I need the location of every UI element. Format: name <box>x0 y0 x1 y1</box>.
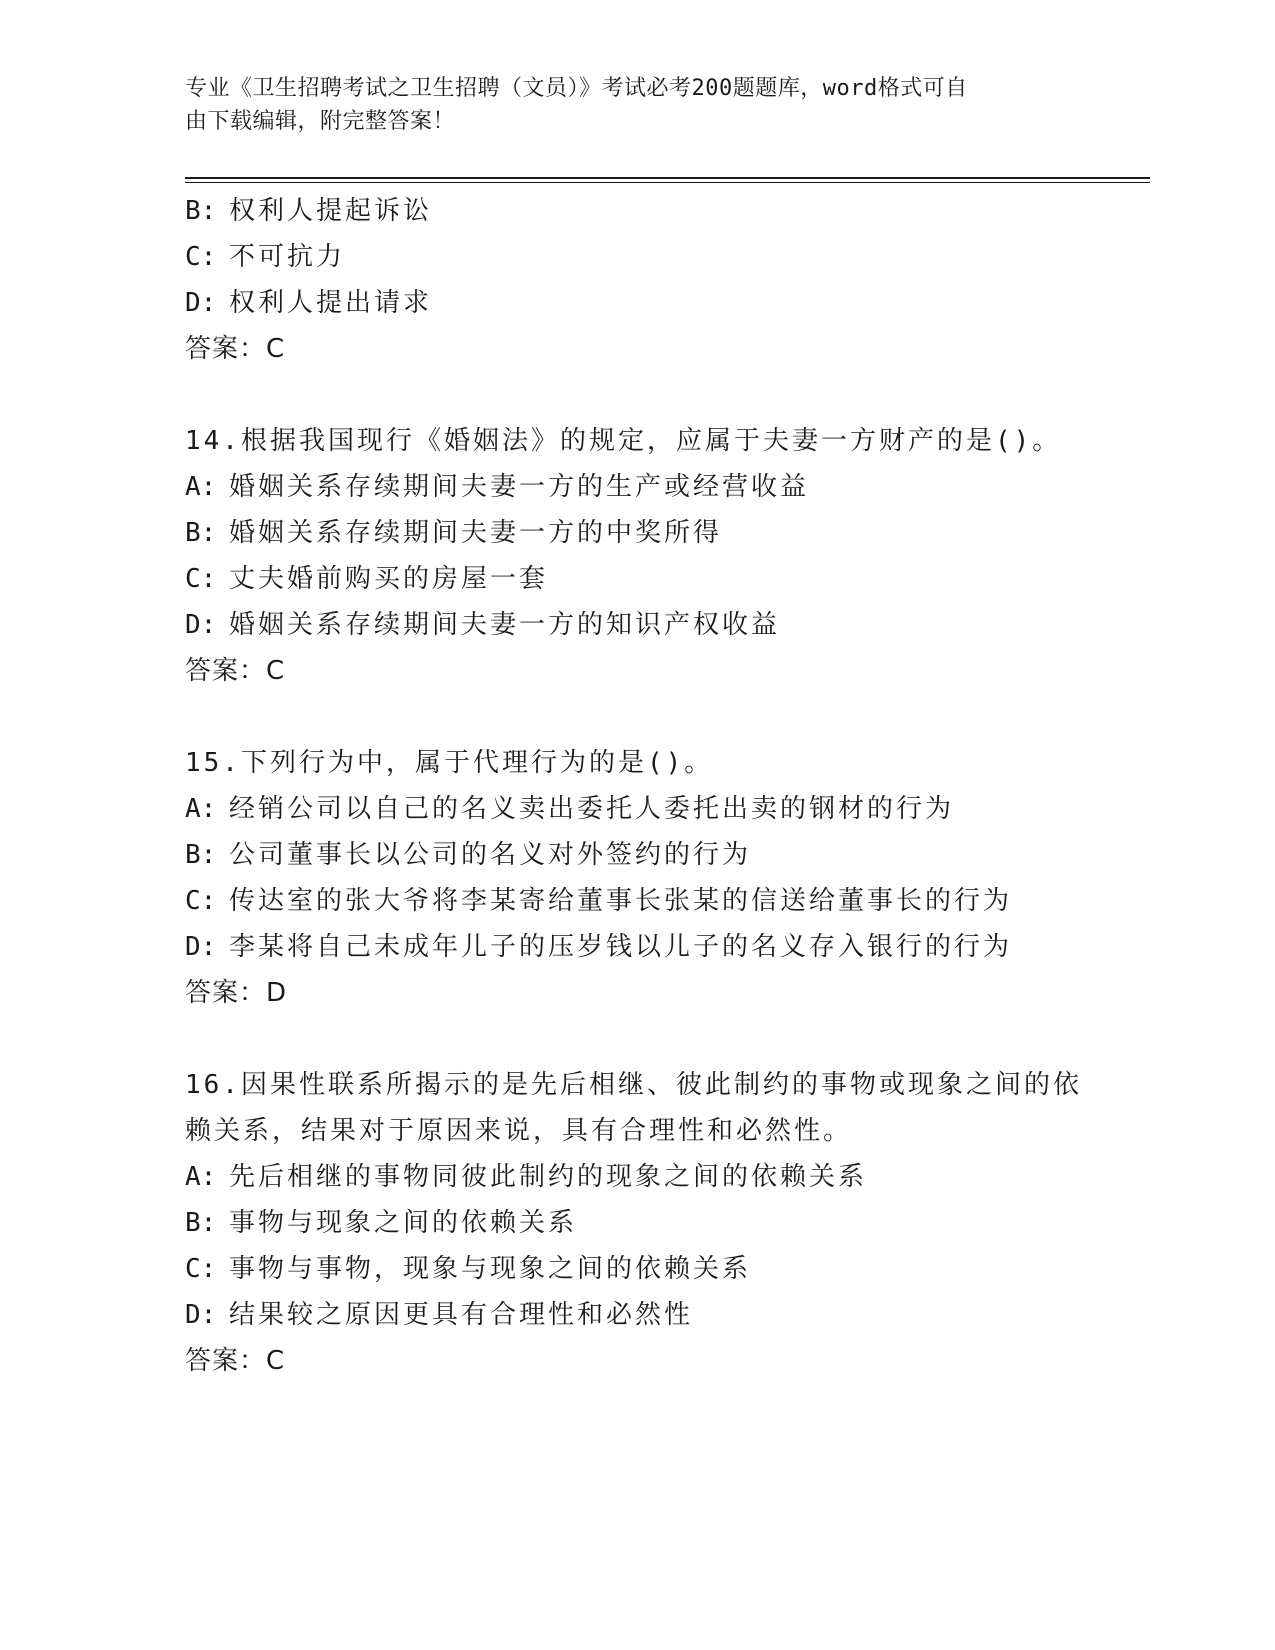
spacer <box>185 372 1085 418</box>
option-d: D: 李某将自己未成年儿子的压岁钱以儿子的名义存入银行的行为 <box>185 932 1013 962</box>
question-stem: 14.根据我国现行《婚姻法》的规定，应属于夫妻一方财产的是()。 <box>185 426 1062 456</box>
question-15 <box>185 740 1085 1016</box>
option-b: B: 事物与现象之间的依赖关系 <box>185 1208 578 1238</box>
option-a: A: 婚姻关系存续期间夫妻一方的生产或经营收益 <box>185 472 810 502</box>
header-divider-thin <box>185 182 1150 183</box>
header-line-1: 专业《卫生招聘考试之卫生招聘（文员）》考试必考200题题库，word格式可自 <box>185 76 968 101</box>
option-b: B: 权利人提起诉讼 <box>185 196 433 226</box>
answer: 答案：C <box>185 334 286 364</box>
option-c: C: 传达室的张大爷将李某寄给董事长张某的信送给董事长的行为 <box>185 886 1013 916</box>
spacer <box>185 1016 1085 1062</box>
option-c: C: 事物与事物，现象与现象之间的依赖关系 <box>185 1254 752 1284</box>
option-b: B: 婚姻关系存续期间夫妻一方的中奖所得 <box>185 518 723 548</box>
option-d: D: 权利人提出请求 <box>185 288 433 318</box>
header-line-2: 由下载编辑，附完整答案！ <box>185 109 456 134</box>
answer: 答案：C <box>185 1346 286 1376</box>
question-stem-line-1: 16.因果性联系所揭示的是先后相继、彼此制约的事物或现象之间的依 <box>185 1070 1082 1100</box>
question-13 <box>185 188 1085 372</box>
option-c: C: 不可抗力 <box>185 242 346 272</box>
option-a: A: 经销公司以自己的名义卖出委托人委托出卖的钢材的行为 <box>185 794 955 824</box>
header-divider-thick <box>185 177 1150 179</box>
option-a: A: 先后相继的事物同彼此制约的现象之间的依赖关系 <box>185 1162 868 1192</box>
option-b: B: 公司董事长以公司的名义对外签约的行为 <box>185 840 752 870</box>
question-stem: 15.下列行为中，属于代理行为的是()。 <box>185 748 714 778</box>
spacer <box>185 694 1085 740</box>
question-14 <box>185 418 1085 694</box>
option-d: D: 婚姻关系存续期间夫妻一方的知识产权收益 <box>185 610 781 640</box>
answer: 答案：D <box>185 978 288 1008</box>
question-16 <box>185 1062 1085 1384</box>
question-stem-line-2: 赖关系，结果对于原因来说，具有合理性和必然性。 <box>185 1116 853 1146</box>
document-header <box>185 72 1065 138</box>
option-c: C: 丈夫婚前购买的房屋一套 <box>185 564 549 594</box>
answer: 答案：C <box>185 656 286 686</box>
question-list <box>185 188 1085 1384</box>
option-d: D: 结果较之原因更具有合理性和必然性 <box>185 1300 694 1330</box>
